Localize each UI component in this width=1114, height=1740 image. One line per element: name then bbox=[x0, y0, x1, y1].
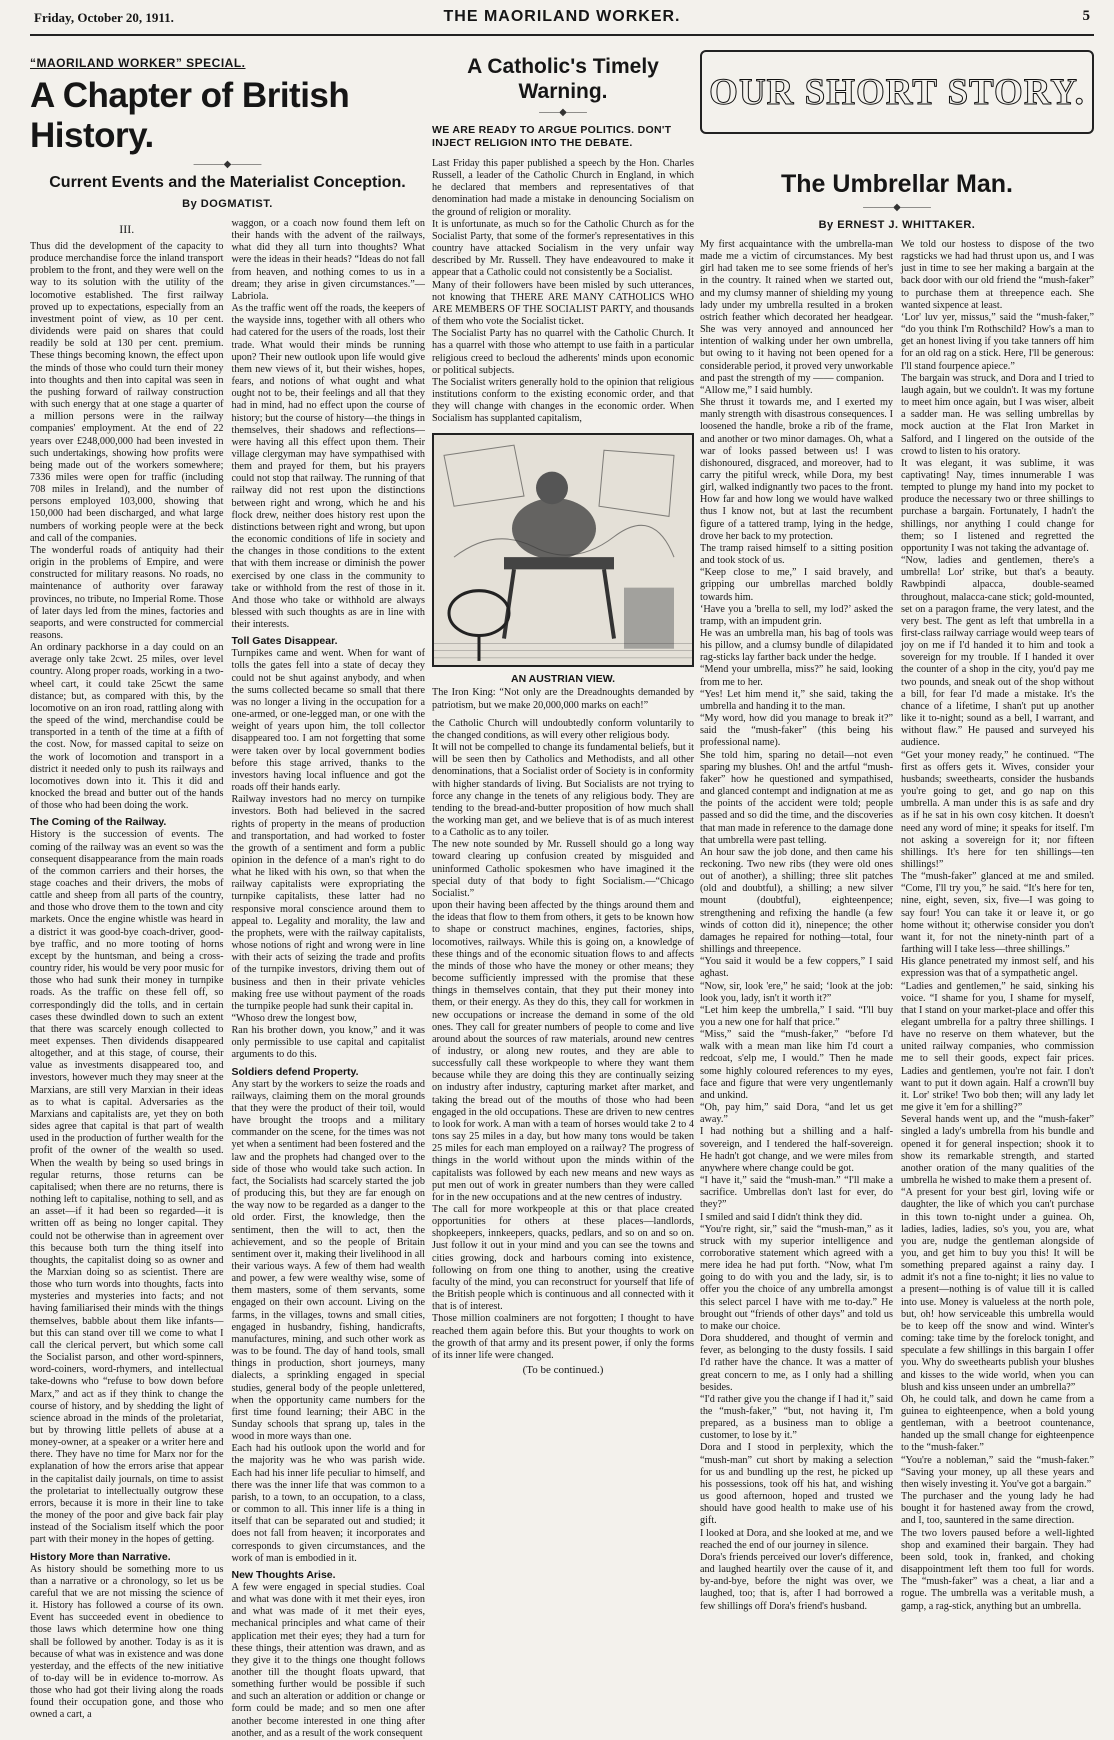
paragraph: “Ladies and gentlemen,” he said, sinking his voice. “I shame for you, I shame for myself, that I stand on your market-place and offer this elegant umbrella for a paltry three shillings. I have no reserve on them whatever, but the united railway companies, who commission me to sell their goods, expect fair prices. Ladies and gentlemen, you're not fair. I don't want to put it down again. Half a crown'll buy it. Lor' strike! Two bob then; will any lady let me give it 'em for a shilling?” bbox=[901, 980, 1094, 1114]
paragraph: The bargain was struck, and Dora and I tried to laugh again, but we couldn't. It was my fortune to meet him once again, but I was wiser, albeit a sadder man. He was selling umbrellas by mock auction at the Flat Iron Market in Salford, and I lingered on the outside of the crowd to listen to his oratory. bbox=[901, 372, 1094, 457]
paragraph: Several hands went up, and the “mush-faker” singled a lady's umbrella from his bundle and opened it for general inspection; shook it to show its remarkable strength, and started another oration of the many qualities of the umbrella he wished to make them a present of. bbox=[901, 1114, 1094, 1187]
paragraph: The new note sounded by Mr. Russell should go a long way toward clearing up confusion created by misguided and uninformed Catholic spokesmen who have imagined it the special duty of that body to fight Socialism.—“Chicago Socialist.” bbox=[432, 839, 694, 899]
section-heading: History More than Narrative. bbox=[30, 1550, 171, 1563]
paragraph: “Mend your umbrella, miss?” he said, looking from me to her. bbox=[700, 664, 893, 688]
paragraph: Those million coalminers are not forgotten; I thought to have reached them again before this. But your thoughts to work on the growth of that army and its present power, if only the forms of its inner life were changed. bbox=[432, 1313, 694, 1361]
ornament-rule: ———◆——— bbox=[193, 159, 262, 170]
paragraph: An ordinary packhorse in a day could on an average only take 2cwt. 25 miles, over level country. Along proper roads, working in a two-wheel cart, it could take 25cwt the same distance; but, as compared with this, by the locomotive on an iron road, rattling along with the speed of the wind, merchandise could be transported in a tenth of the time at a fifth of the cost. Now, for massed capital to seize on the work of locomotion and transport in a district it needed only to push its railways and locomotives down into it. This it did and knocked the bread and butter out of the hands of those who had been doing the work. bbox=[30, 642, 224, 812]
paragraph: The Socialist Party has no quarrel with the Catholic Church. It has a quarrel with those who attempt to use faith in a particular religious creed to becloud the adherents' minds upon economic or political subjects. bbox=[432, 328, 694, 376]
paragraph: waggon, or a coach now found them left on their hands with the advent of the railways, what did they all turn into thoughts? What were the ideas in their heads? “Ideas do not fall from heaven, and nothing comes to us in a dream; they arise in given circumstances.”—Labriola. bbox=[231, 218, 425, 302]
article-column-left bbox=[30, 218, 224, 1740]
paragraph: “You're right, sir,” said the “mush-man,” as it struck with my superior intelligence and corroborative statement which agreed with a mere idea he had put forth. “Now, what I'm going to do with you and the lady, sir, is to offer you the choice of any umbrella amongst this select parcel I have with me to-day.” He brought out “friends of other days” and told us to make our choice. bbox=[700, 1223, 893, 1332]
paragraph: Thus did the development of the capacity to produce merchandise force the inland transport problem to the front, and they were well on the way to its solution with the utility of the locomotive established. The first railway proved up to expectations, especially from an investment point of view, as 10 per cent. dividends were paid on shares that could readily be sold at 130 per cent. premium. These things becoming known, the effect upon the minds of those who could turn their money into thoughts and then into capital was seen in the pushing forward of railway construction with such energy that at one stage a quarter of a million persons were in the railway companies' employment. At the end of 22 years over £248,000,000 had been invested in such undertakings, showing how profits were being made out of the workers somewhere; 7336 miles were open for traffic (including 708 miles in Ireland), and the number of persons employed 103,000, showing that 150,000 had been discharged, and what large numbers of working people were at the beck and call of the companies. bbox=[30, 241, 224, 544]
paragraph: I had nothing but a shilling and a half-sovereign, and I tendered the half-sovereign. He hadn't got change, and we were miles from anywhere where change could be got. bbox=[700, 1126, 893, 1174]
article-column-right bbox=[232, 218, 426, 1740]
section-heading: Soldiers defend Property. bbox=[231, 1065, 359, 1078]
article-byline: By DOGMATIST. bbox=[182, 198, 273, 210]
paragraph: “I have it,” said the “mush-man.” “I'll make a sacrifice. Umbrellas don't last for ever, do they?” bbox=[700, 1175, 893, 1211]
paragraph: upon their having been affected by the things around them and the ideas that flow to them from others, it gets to be known how to shape or construct machines, engines, factories, ships, locomotives, railways. While this is going on, a knowledge of these things and of the economic situation flows to and affects the minds of those who have the money or other means; they become sufficiently impressed with the promise that these things in themselves contain, that they put their money into them, or their energy. As they do this, they call for workmen in new occupations or increase the demand in some of the old ones. They call for greater numbers of people to come and live around about the sources of raw materials, around new centres of industry, or along new routes, and they are able to successfully call these workpeople to where they want them because while they are doing this they are continually seizing on industry after industry, capturing market after market, and taking the bread out of the mouths of those who had been engaged in the old occupations. These are driven to new centres to look for work. A man with a team of horses would take 2 to 4 tons say 25 miles in a day, but how many tons would be taken 25 miles for each man employed on a railway? The progress of things in the world without upon the minds within of the capitalists was followed by each new means and new ways as put men out of work in greater numbers than they were called for in the new occupations and at the new centres of industry. bbox=[432, 900, 694, 1203]
paragraph: My first acquaintance with the umbrella-man made me a victim of circumstances. My best girl had taken me to see some friends of her's in the country. It rained when we started out, and my clumsy manner of shielding my young lady under my umbrella resulted in a broken ostrich feather which decorated her headgear. She was very annoyed and announced her intention of walking under her own umbrella, but owing to it having not been opened for a considerable period, it proved very unworkable and past the strength of my —— companion. bbox=[700, 239, 893, 384]
paragraph: History is the succession of events. The coming of the railway was an event so was the consequent disappearance from the main roads of the common carriers and their horses, the stage coaches and their drivers, the mobs of cattle and sheep from all parts of the country, and those who drove them to the town and city markets. Once the engine whistle was heard in a district it was good-bye coach-driver, good-bye traffic, and no more tooting of horns except by the huntsman, and being a cross-country rider, his would be very poor music for those who had sunk their money in turnpike roads. As the traffic on these fell off, so correspondingly did the tolls, and in certain cases these dwindled down to such an extent that there was scarcely enough collected to meet expenses. Then dividends disappeared altogether, and at this stage, of course, their value as investments disappeared too, and investors, however much they may sneer at the Marxians, are still very Marxian in their ideas as to what is capital. Adversaries as the Marxians and capitalists are, yet they on both sides agree that capital is that part of wealth used in the production of further wealth for the profit of the owner of the wealth so used. When the wealth by being so used brings in regular returns, those returns can be capitalised; when there are no returns, there is nothing left to capitalise, nothing to sell, and as an asset—if it had been so regarded—it is written off as being no longer capital. They could not be otherwise than in agreement over this because both turn the thing itself into thoughts, the capitalist doing so as owner and the Marxian doing so as scientist. There are those who turn words into thoughts, facts into mysteries and mysteries into facts; and not having familiarised their minds with the things themselves, babble about them like infants—but this can stand over till we come to what I call the clerical pervert, but which some call the Socialist parson, and other word-spinners, word-coiners, word-rhymers, and intellectual take-downs who “refuse to bow down before Marx,” and act as if they think to change the course of history, and by shedding the light of science abroad in the minds of the proletariat, but by throwing little pellets of abuse at a money-owner, at a speaker or a writer here and there. They have no time for Marx nor for the explanation of how the errors arise that appear in the capitalist daily journals, on time to assist the proletariat to intellectually outgrow these errors, because it is more in their line to take the money of the poor and give back fair play instead of the Socialism itself which the poor part with their money in the hopes of getting. bbox=[30, 829, 224, 1546]
paragraph: As history should be something more to us than a narrative or a chronology, so let us be careful that we are not missing the science of it. History has followed a course of its own. Event has succeeded event in obedience to those laws which determine how one thing shall be followed by another. Today is as it is because of what was in existence and was done yesterday, and the effects of the new initiative of to-day will be in evidence to-morrow. As those who had got their living along the roads found their occupation gone, and those who owned a cart, a bbox=[30, 1563, 224, 1721]
paragraph: I smiled and said I didn't think they did. bbox=[700, 1211, 863, 1223]
banner-text: OUR SHORT STORY. bbox=[709, 71, 1085, 113]
article-columns bbox=[30, 218, 425, 1740]
article-subheadline: Current Events and the Materialist Conception. bbox=[49, 174, 406, 191]
continued-note: (To be continued.) bbox=[522, 1364, 604, 1377]
section-heading: Toll Gates Disappear. bbox=[231, 635, 338, 648]
paragraph: ‘Lor' luv yer, missus,” said the “mush-faker,” “do you think I'm Rothschild? How's a man to get an honest living if you take tanners off him for an old rag on a stick. Here, I'll be generous: I'll stand fourpence apiece.” bbox=[901, 311, 1094, 372]
paragraph: “A present for your best girl, loving wife or daughter, the like of which you can't purchase in this town to-night under a guinea. Oh, ladies, ladies, ladies, so's you, you are, what you are, nudge the gentleman alongside of you, and get him to buy you this! It will be something prepared against a rainy day. I admit it's not a fine to-night; it lies no value to a present—nothing is of value till it is called into use. Money is valueless at the north pole, but, oh! how serviceable this umbrella would be to keep off the snow and wind. Winter's coming: take time by the forelock tonight, and speculate a few shillings in this bargain I offer you. Why do sweethearts publish your blushes and kisses to the wide world, when you can blush and kiss unseen under an umbrella?” bbox=[901, 1187, 1094, 1393]
ornament-rule: ———◆——— bbox=[863, 202, 931, 213]
paragraph: Dora's friends perceived our lover's difference, and laughed heartily over the cause of it, and by-and-bye, before the night was over, we laughed, too; that is, after I had borrowed a few shillings off Dora's friend's husband. bbox=[700, 1551, 893, 1612]
paragraph: “You're a nobleman,” said the “mush-faker.” “Saving your money, up all these years and then wisely investing it. You've got a bargain.” bbox=[901, 1454, 1094, 1490]
paragraph: She thrust it towards me, and I exerted my manly strength with disastrous consequences. I loosened the handle, broke a rib of the frame, and another or two minor damages. Oh, what a war of looks passed between us! I was dishonoured, disgraced, and moreover, had to carry the pitiful wreck, while Dora, my best girl, walked indignantly two paces to the front. How far and how long we would have walked thus I know not, but at last the recumbent figure of a tattered tramp, lying in the hedge, drove her back to my protection. bbox=[700, 397, 893, 542]
story-byline: By ERNEST J. WHITTAKER. bbox=[818, 219, 976, 231]
paragraph: He was an umbrella man, his bag of tools was his pillow, and a clumsy bundle of dilapidated rag-sticks lay farther back under the hedge. bbox=[700, 628, 893, 664]
issue-date: Friday, October 20, 1911. bbox=[34, 10, 174, 25]
section-heading: The Coming of the Railway. bbox=[30, 816, 167, 829]
paragraph: “Yes! Let him mend it,” she said, taking the umbrella and handing it to the man. bbox=[700, 688, 893, 712]
paragraph: “Keep close to me,” I said bravely, and gripping our umbrellas marched boldly towards him. bbox=[700, 567, 893, 603]
paragraph: We told our hostess to dispose of the two ragsticks we had had thrust upon us, and I was just in time to see her making a bargain at the back door with our old friend the “mush-faker” to purchase them at threepence each. She wanted sixpence at least. bbox=[901, 239, 1094, 311]
paragraph: “Now, ladies and gentlemen, there's a umbrella! Lor' strike, but that's a beauty. Rawbpindi alpacca, double-seamed throughout, malacca-cane stick; gold-mounted, set on a paragon frame, the very latest, and the very best. The gent as left that umbrella in a first-class railway carriage would weep tears of joy on me if I'd handed it to him and took a sovereign for my trouble. If I handed it over the counter of a shop in the city, you'd pay me two pounds, and sneak out of the shop without a bill, for fear I'd made a mistake. It's the chance of a lifetime, I shan't put up another like it to-night; sound as a bell, I warrant, and without flaw.” He paused and surveyed his audience. bbox=[901, 555, 1094, 749]
paragraph: It will not be compelled to change its fundamental beliefs, but it will be seen then by Catholics and Methodists, and all other denominations, that a Socialist order of Society is in conformity with higher standards of living. But Socialists are not trying to force any change in the tenets of any religious body. They are tending to the bread-and-butter proposition of how much shall the working man get, and we believe that is of as much interest to a Catholic as to any toiler. bbox=[432, 742, 694, 839]
paragraph: She told him, sparing no detail—not even sparing my blushes. Oh! and the artful “mush-faker” how he questioned and sympathised, and glanced contempt and indignation at me as the points of the accident were told; people passed and so did the time, and the discoveries that man made in reference to the damage done that umbrella were past telling. bbox=[700, 749, 893, 846]
story-title: The Umbrellar Man. bbox=[781, 170, 1013, 198]
story-columns bbox=[700, 239, 1094, 1613]
paragraph: Dora shuddered, and thought of vermin and fever, as belonging to the dusty fossils. I said I'd rather have the chance. It was a matter of great concern to me, as I only had a shilling besides. bbox=[700, 1333, 893, 1393]
cartoon-caption: The Iron King: “Not only are the Dreadnoughts demanded by patriotism, but we make 20,000,000 marks on each!” bbox=[432, 687, 694, 711]
article-headline: A Chapter of British History. bbox=[30, 76, 350, 155]
article-british-history bbox=[30, 40, 425, 1739]
paragraph: “Get your money ready,” he continued. “The first as offers gets it. Wives, consider your husbands; sweethearts, consider the husbands you're going to get, and go nap on this umbrella. A man under this is as safe and dry as if he sat in his own cosy kitchen. It doesn't need any word of mine; it speaks for itself. I'm not asking a sovereign for it; nor fifteen shillings. It's here for ten shillings—ten shillings!” bbox=[901, 749, 1094, 870]
paragraph: Many of their followers have been misled by such utterances, not knowing that THERE ARE MANY CATHOLICS WHO ARE MEMBERS OF THE SOCIALIST PARTY, and thousands of them who vote the Socialist ticket. bbox=[432, 279, 694, 328]
newspaper-title: THE MAORILAND WORKER. bbox=[443, 8, 681, 25]
paragraph: Each had his outlook upon the world and for the majority was he who was parish wide. Each had his inner life peculiar to himself, and there was the inner life that was common to a parish, to a town, to an occupation, to a class, or common to all. This inner life is a thing in itself that can be separated out and studied; it does not fall from heaven; it incorporates and corresponds to given circumstances, and the work of man is embodied in it. bbox=[231, 1443, 425, 1564]
cartoon-drawing bbox=[434, 435, 692, 665]
section-heading: New Thoughts Arise. bbox=[231, 1568, 336, 1581]
cartoon-illustration bbox=[432, 433, 694, 667]
article-deck: WE ARE READY TO ARGUE POLITICS. DON'T INJECT RELIGION INTO THE DEBATE. bbox=[432, 124, 672, 149]
paragraph: The wonderful roads of antiquity had their origin in the problems of Empire, and were constructed for military reasons. No roads, no maintenance of authority over faraway provinces, no tribute, no Imperial Rome. Those of later days led from the mines, factories and seaports, and were constructed for commercial reasons. bbox=[30, 544, 224, 641]
paragraph: Ran his brother down, you know,” and it was only permissible to use capital and capitalist arguments to do this. bbox=[231, 1025, 425, 1061]
paragraph: Turnpikes came and went. When for want of tolls the gates fell into a state of decay they could not be shut against anybody, and when the sums collected became so small that there was no longer a living in the occupation for a one-armed, or one-legged man, or one with the weight of years upon him, the toll collector disappeared too. I am not forgetting that some were taken over by local government bodies before this stage arrived, thanks to the investors having local influence and got the roads off their hands early. bbox=[231, 648, 425, 794]
paragraph: Last Friday this paper published a speech by the Hon. Charles Russell, a leader of the Catholic Church in England, in which he declared that members and representatives of that denomination had made a mistake in denouncing Socialism on the ground of religion or morality. bbox=[432, 158, 694, 218]
paragraph: Oh, he could talk, and down he came from a guinea to eighteenpence, when a bold young gentleman, with a beetroot countenance, handed up the small change for eighteenpence to the “mush-faker.” bbox=[901, 1393, 1094, 1454]
paragraph: His glance penetrated my inmost self, and his expression was that of a sympathetic angel. bbox=[901, 956, 1094, 980]
cartoon-title: AN AUSTRIAN VIEW. bbox=[510, 673, 616, 686]
article-short-story bbox=[700, 40, 1094, 1665]
paragraph: The tramp raised himself to a sitting position and took stock of us. bbox=[700, 542, 893, 567]
story-column-left bbox=[700, 239, 893, 1613]
paragraph: ‘Have you a 'brella to sell, my lod?’ asked the tramp, with an impudent grin. bbox=[700, 603, 893, 627]
paragraph: “Let him keep the umbrella,” I said. “I'll buy you a new one for half that price.” bbox=[700, 1004, 893, 1028]
paragraph: An hour saw the job done, and then came his reckoning. Two new ribs (they were old ones out of another), a shilling; three slit patches (old and doubtful), a shilling; a new silver mount (doubtful), eighteenpence; strengthening and refixing the handle (a few winds of cotton did it), ninepence; the other damages he repaired for nothing—total, four shillings and threepence. bbox=[700, 846, 893, 956]
paragraph: I looked at Dora, and she looked at me, and we reached the end of our journey in silence. bbox=[700, 1527, 893, 1551]
paragraph: The call for more workpeople at this or that place created opportunities for others at these places—landlords, shopkeepers, innkeepers, quacks, pedlars, and so on and so on. Just follow it out in your mind and you can see the towns and cities growing, dock and harbours coming into existence, following on from one thing to another, using the creative faculty of the mind, you can reconstruct for yourself that life of the British people which is continuous and all connected with it that is of interest. bbox=[432, 1204, 694, 1313]
paragraph: “Allow me,” I said humbly. bbox=[700, 384, 813, 396]
paragraph: “Miss,” said the “mush-faker,” “before I'd walk with a mean man like him I'd court a redcoat, s'elp me, I would.” Then he made some highly coloured references to my eyes, face and figure that were very ungentlemanly and unkind. bbox=[700, 1029, 893, 1101]
section-number: III. bbox=[119, 222, 135, 236]
paragraph: A few were engaged in special studies. Coal and what was done with it met their eyes, iron and what was made of it met their eyes, mechanical principles and what came of their application met their eyes; they had a turn for these things, their attention was drawn, and as they give it to the things one thought follows another till the thought floats upward, that something further would be possible if such and such an alteration or addition or change or form could be made; and so men one after another become interested in one thing after another, and as a result of the work consequent bbox=[231, 1581, 425, 1739]
paragraph: It is unfortunate, as much so for the Catholic Church as for the Socialist Party, that some of the former's representatives in this country have attacked Socialism in the very unfair way described by Mr. Russell. They have endeavoured to make it appear that a Catholic could not consistently be a Socialist. bbox=[432, 218, 694, 279]
page-number: 5 bbox=[1082, 8, 1090, 24]
paragraph: Dora and I stood in perplexity, which the “mush-man” cut short by making a selection for us and bundling up the rest, he picked up his possessions, took off his hat, and wishing us good afternoon, hoped and trusted we should have good health to make use of his gift. bbox=[700, 1442, 893, 1527]
paragraph: “You said it would be a few coppers,” I said aghast. bbox=[700, 956, 893, 980]
paragraph: “My word, how did you manage to break it?” said the “mush-faker” (this being his professional name). bbox=[700, 713, 893, 749]
paragraph: “Oh, pay him,” said Dora, “and let us get away.” bbox=[700, 1102, 893, 1126]
paragraph: The Socialist writers generally hold to the opinion that religious institutions conform to the existing economic order, and that they will change with changes in the economic order. When Socialism has supplanted capitalism, bbox=[432, 376, 694, 425]
paragraph: the Catholic Church will undoubtedly conform voluntarily to the changed conditions, as will every other religious body. bbox=[432, 717, 694, 741]
paragraph: As the traffic went off the roads, the keepers of the wayside inns, together with all others who had catered for the users of the roads, lost their trade. What would their minds be running upon? Their new outlook upon life would give them new views of it, but their wishes, hopes, fears, and notions of what ought and what ought not to be, their feelings and all that they had in mind, had no effect upon the course of history; but the course of history—the things in themselves, their shadows and reflections—were having all this effect upon them. Their village clergyman may have sympathised with them and prayed for them, but his prayers could not stop that railway. The running of that railway did not rest upon the distinctions between right and wrong, which he and his flock drew, neither does history rest upon the distinctions between right and wrong, but upon the economic conditions of life in society and the changes in those conditions to the extent that with them increase or diminish the power exercised by one class in the community to take or withhold from the rest of those in it. And those who take or withhold are always blessed with such thoughts as are in line with their interests. bbox=[231, 303, 425, 631]
ornament-rule: ——◆—— bbox=[539, 107, 587, 118]
article-kicker: “MAORILAND WORKER” SPECIAL. bbox=[30, 56, 246, 70]
paragraph: Railway investors had no mercy on turnpike investors. Both had believed in the sacred rights of property in the means of production and transportation, and had worked to foster the growth of a sentiment and form a public opinion in the defence of a man's right to do what he liked with his own, so that when the railway capitalists were expropriating the turnpike capitalists, these latter had no responsive moral conscience around them to appeal to. Legality and morality, the law and the prophets, were with the railway capitalists, whose notions of right and wrong were in line with their acts of seizing the trade and profits of the turnpike investors, driving them out of business and then in their private vehicles making free use without payment of the roads the turnpike people had sunk their capital in. bbox=[231, 794, 425, 1012]
page-header bbox=[30, 4, 1094, 36]
paragraph: The purchaser and the young lady he had bought it for hastened away from the crowd, and I, too, sauntered in the same direction. bbox=[901, 1491, 1094, 1527]
paragraph: “Now, sir, look 'ere,” he said; ‘look at the job: look you, lady, isn't it worth it?” bbox=[700, 980, 893, 1004]
story-column-right bbox=[901, 239, 1094, 1613]
paragraph: The “mush-faker” glanced at me and smiled. “Come, I'll try you,” he said. “It's here for ten, nine, eight, seven, six, five—I was going to say four! You can take it or leave it, or go home without it; otherwise consider you don't want it, for not the ninety-ninth part of a farthing will I take less—three shillings.” bbox=[901, 871, 1094, 956]
short-story-banner bbox=[700, 50, 1094, 134]
paragraph: “I'd rather give you the change if I had it,” said the “mush-faker,” “but, not having it, I'm prepared, as a business man to oblige a customer, to lose by it.” bbox=[700, 1393, 893, 1442]
verse-line: “Whoso drew the longest bow, bbox=[231, 1013, 357, 1024]
paragraph: The two lovers paused before a well-lighted shop and examined their bargain. They had been sold, took in, franked, and choking disappointment left them too full for words. The “mush-faker” was a cheat, a liar and a rogue. The umbrella was a veritable mush, a gamp, a rag-stick, anything but an umbrella. bbox=[901, 1527, 1094, 1612]
article-headline: A Catholic's Timely Warning. bbox=[467, 55, 659, 103]
paragraph: Any start by the workers to seize the roads and railways, claiming them on the moral grounds that they were the product of their toil, would have brought the troops and a military commander on the scene, for the times was not yet when a sentiment had been fostered and the law and the prophets had changed over to the side of those who would take such action. In fact, the Socialists had scarcely started the job of producing this, but they are far enough on the way now to be regarded as a danger to the old order. First, the knowledge, then the sentiment, then the will to act, then the achievement, and so the people of Britain sentiment over it, making their livelihood in all their various ways. A few of them had wealth and power, a few were wealthy wise, some of them masters, some of them servants, some engaged on their own account. Living on the farms, in the villages, towns and small cities, engaged in husbandry, fishing, handicrafts, manufactures, mining, and such other work as was to be found. The day of hand tools, small things in production, short journeys, many dialects, a sprinkling engaged in special studies, general body of the people unlettered, when the opportunity came numbers for the first time found learning; their ABC in the Sunday schools that sprang up, tales in the wood in more ways than one. bbox=[231, 1078, 425, 1443]
article-catholic-warning bbox=[432, 40, 694, 1665]
paragraph: It was elegant, it was sublime, it was captivating! Nay, times innumerable I was tempted to plunge my hand into my pocket to produce the necessary two or three shillings to purchase a bargain. Fortunately, I hadn't the shillings, nor anything I could change for them; so I listened and regretted the opportunity I was not taking the advantage of. bbox=[901, 457, 1094, 554]
